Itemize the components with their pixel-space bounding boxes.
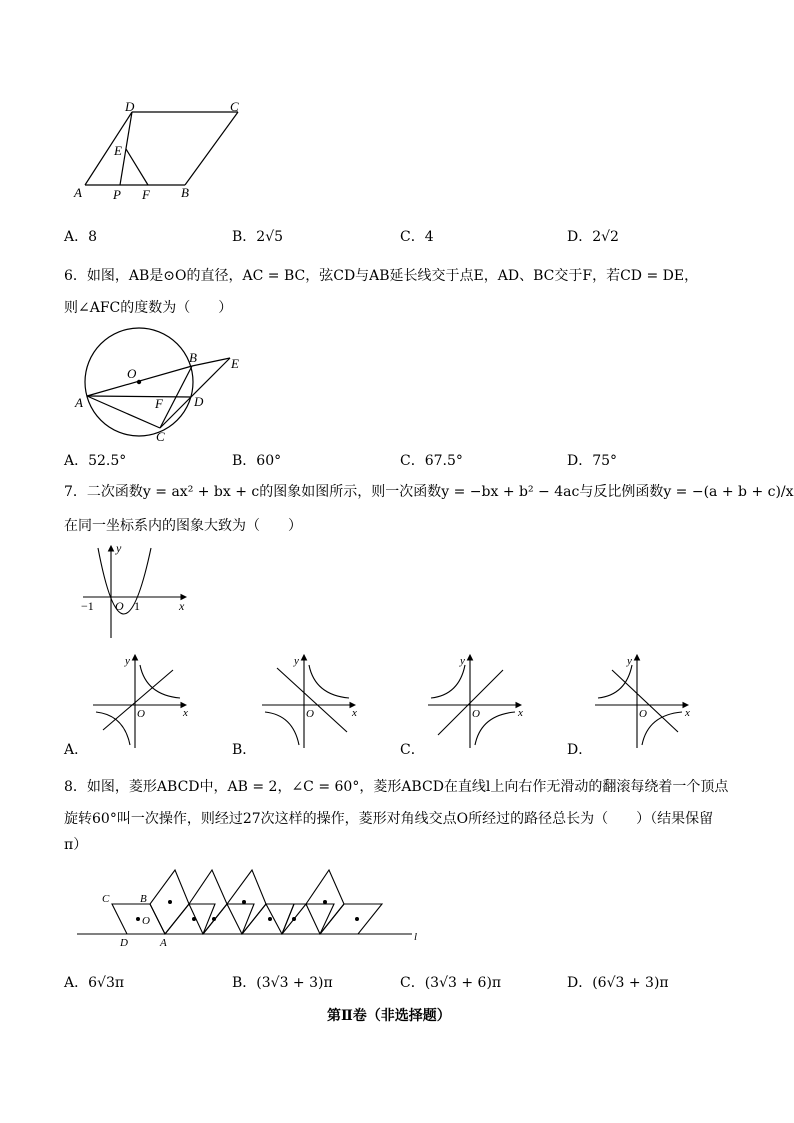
q5-label-d: D <box>125 99 135 114</box>
q6-circle-figure <box>70 325 260 445</box>
q7-b-o-label: O <box>306 708 314 720</box>
q7-option-d-label: D． <box>567 742 593 758</box>
q8-stem-line1: 8．如图，菱形ABCD中，AB = 2，∠C = 60°，菱形ABCD在直线l上向右作无滑动的翻滚每绕着一个顶点 <box>64 779 729 795</box>
q5-label-a: A <box>74 185 82 200</box>
q5-choice-b: B．2√5 <box>232 229 284 245</box>
q6-label-e: E <box>231 356 239 371</box>
q6-label-b: B <box>189 350 197 365</box>
q8-label-c: C <box>102 893 110 905</box>
q7-parabola-graph <box>78 540 193 640</box>
q7-main-y-label: y <box>116 541 122 555</box>
q5-label-p: P <box>113 187 121 202</box>
q7-main-x-label: x <box>179 599 185 613</box>
q6-stem-line1: 6．如图，AB是⊙O的直径，AC = BC，弦CD与AB延长线交于点E，AD、BC交于F，若CD = DE， <box>64 268 699 284</box>
q7-d-x-label: x <box>685 707 690 719</box>
q8-choice-a: A．6√3π <box>64 975 125 991</box>
q6-label-d: D <box>194 394 204 409</box>
q7-c-o-label: O <box>472 708 480 720</box>
q7-a-y-label: y <box>125 655 130 667</box>
q5-label-c: C <box>230 99 239 114</box>
q8-label-b: B <box>140 893 147 905</box>
q8-label-a: A <box>160 937 167 949</box>
q6-label-a: A <box>75 395 83 410</box>
q5-choice-c: C．4 <box>400 229 434 245</box>
q7-main-one-label: 1 <box>134 599 140 613</box>
q7-stem-line1: 7．二次函数y = ax² + bx + c的图象如图所示，则一次函数y = −bx + b² − 4ac与反比例函数y = −(a + b + c)/x <box>64 484 794 500</box>
q6-choice-b: B．60° <box>232 453 282 469</box>
q7-option-b-label: B． <box>232 742 257 758</box>
q5-parallelogram-figure <box>70 95 260 210</box>
q7-c-x-label: x <box>518 707 523 719</box>
q8-choice-d: D．(6√3 + 3)π <box>567 975 669 991</box>
q6-label-f: F <box>155 396 163 411</box>
q8-stem-line3: π） <box>64 837 88 853</box>
q5-label-e: E <box>114 143 122 158</box>
q8-rhombus-roll-figure <box>72 862 432 952</box>
q7-main-o-label: O <box>115 599 124 613</box>
q7-a-x-label: x <box>183 707 188 719</box>
q8-stem-line2: 旋转60°叫一次操作，则经过27次这样的操作，菱形对角线交点O所经过的路径总长为（ ）（结果保留 <box>64 811 714 827</box>
q6-choice-d: D．75° <box>567 453 618 469</box>
q7-option-d-graph <box>590 650 695 750</box>
q7-d-y-label: y <box>627 655 632 667</box>
q7-option-a-graph <box>88 650 193 750</box>
q6-choice-c: C．67.5° <box>400 453 463 469</box>
q7-stem-line2: 在同一坐标系内的图象大致为（ ） <box>64 518 302 534</box>
q7-main-neg1-label: −1 <box>81 599 94 613</box>
q6-label-c: C <box>156 429 165 444</box>
q7-d-o-label: O <box>639 708 647 720</box>
q5-choice-a: A．8 <box>64 229 98 245</box>
q5-label-f: F <box>142 187 150 202</box>
q8-label-o: O <box>142 915 150 927</box>
q5-label-b: B <box>181 185 189 200</box>
q8-label-d: D <box>120 937 128 949</box>
q6-label-o: O <box>127 366 137 381</box>
q6-stem-line2: 则∠AFC的度数为（ ） <box>64 300 233 316</box>
q7-c-y-label: y <box>460 655 465 667</box>
q7-b-x-label: x <box>352 707 357 719</box>
q6-choice-a: A．52.5° <box>64 453 127 469</box>
q7-a-o-label: O <box>137 708 145 720</box>
q8-choice-c: C．(3√3 + 6)π <box>400 975 502 991</box>
q7-option-c-graph <box>423 650 528 750</box>
section-title: 第Ⅱ卷（非选择题） <box>327 1008 451 1024</box>
q8-choice-b: B．(3√3 + 3)π <box>232 975 333 991</box>
q7-option-a-label: A． <box>64 742 89 758</box>
q7-option-b-graph <box>257 650 362 750</box>
q5-choice-d: D．2√2 <box>567 229 619 245</box>
q7-b-y-label: y <box>294 655 299 667</box>
q7-option-c-label: C． <box>400 742 425 758</box>
q8-label-l: l <box>414 931 418 943</box>
